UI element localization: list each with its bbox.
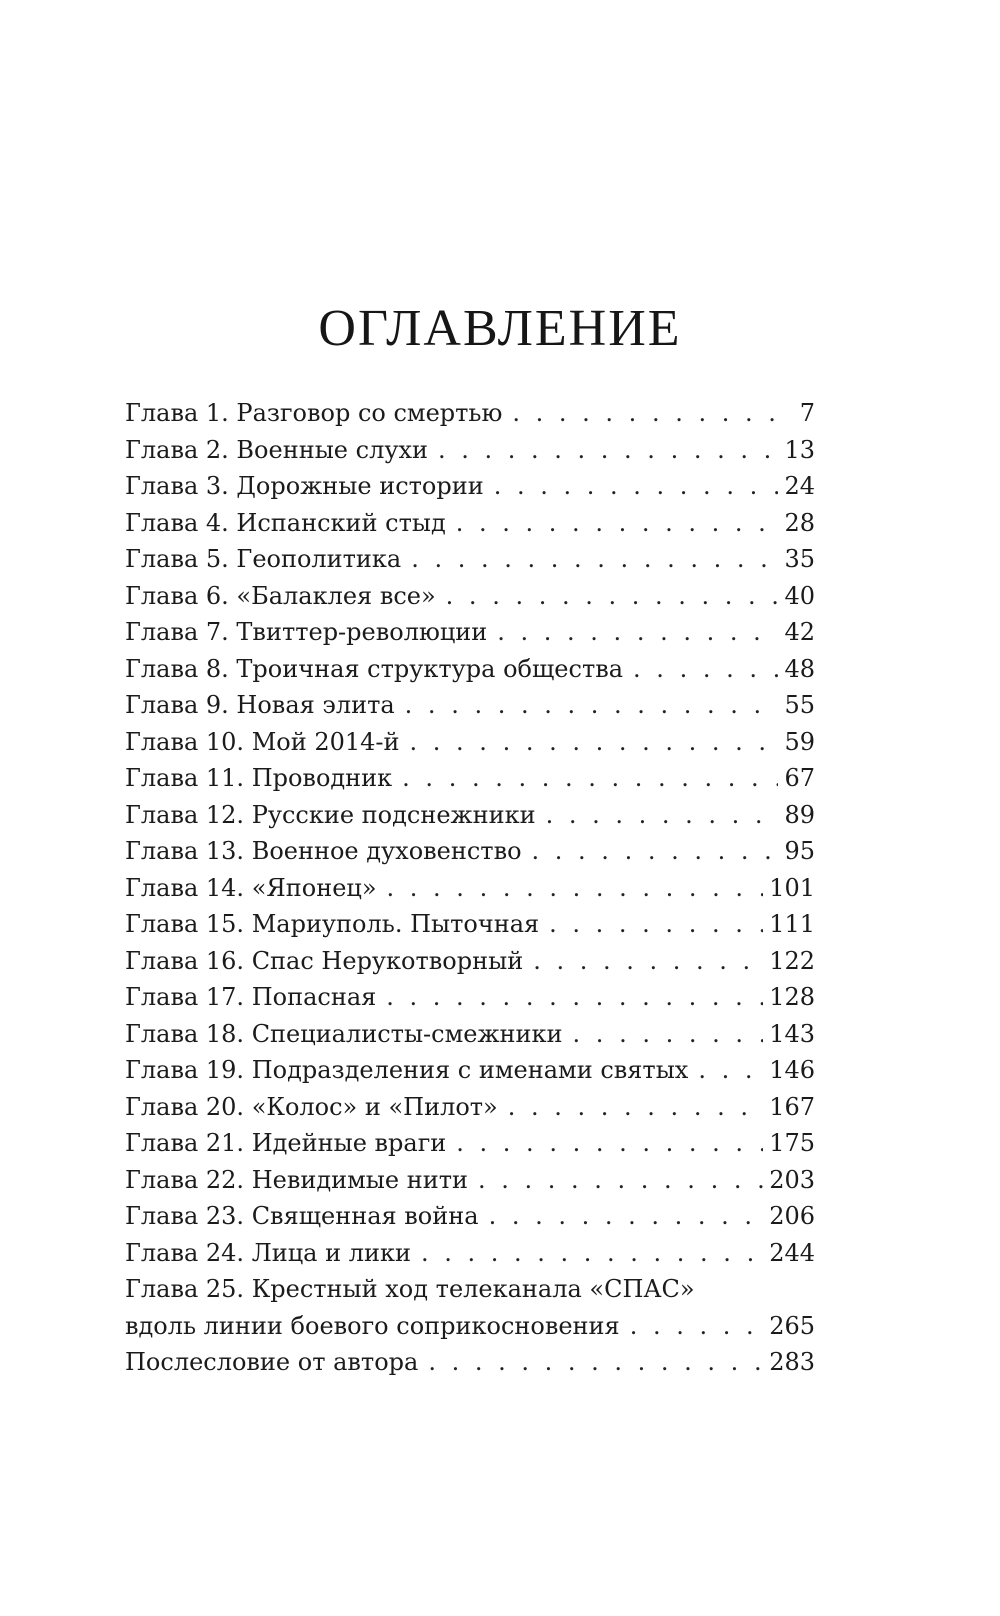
toc-entry-label: Глава 24. Лица и лики bbox=[125, 1238, 411, 1267]
toc-entry-8[interactable] bbox=[125, 651, 815, 688]
toc-entry-label: Глава 18. Специалисты-смежники bbox=[125, 1019, 563, 1048]
toc-entry-label: Глава 11. Проводник bbox=[125, 764, 393, 792]
toc-page-number: 7 bbox=[799, 399, 815, 427]
toc-page-number: 101 bbox=[769, 873, 815, 902]
toc-entry-11[interactable] bbox=[125, 760, 815, 797]
dot-leader bbox=[497, 614, 778, 651]
dot-leader bbox=[478, 1162, 763, 1199]
toc-page-number: 111 bbox=[769, 910, 815, 938]
toc-page-number: 24 bbox=[784, 472, 815, 500]
toc-entry-label: Глава 25. Крестный ход телеканала «СПАС» bbox=[125, 1275, 695, 1303]
toc-entry-16[interactable] bbox=[125, 943, 815, 980]
dot-leader bbox=[411, 541, 778, 578]
dot-leader bbox=[532, 833, 779, 870]
toc-entry-17[interactable] bbox=[125, 979, 815, 1016]
toc-entry-label: Глава 17. Попасная bbox=[125, 983, 377, 1011]
toc-entry-10[interactable] bbox=[125, 724, 815, 761]
toc-entry-label: Глава 8. Троичная структура общества bbox=[125, 654, 624, 683]
toc-entry-4[interactable] bbox=[125, 505, 815, 542]
toc-page-number: 89 bbox=[784, 800, 815, 829]
toc-entry-label: Глава 5. Геополитика bbox=[125, 545, 402, 573]
toc-entry-24[interactable] bbox=[125, 1235, 815, 1272]
dot-leader bbox=[438, 432, 778, 469]
toc-entry-19[interactable] bbox=[125, 1052, 815, 1089]
dot-leader bbox=[630, 1308, 764, 1345]
toc-entry-6[interactable] bbox=[125, 578, 815, 615]
toc-entry-9[interactable] bbox=[125, 687, 815, 724]
toc-page-number: 95 bbox=[784, 837, 815, 865]
dot-leader bbox=[421, 1235, 763, 1272]
toc-entry-label: Глава 22. Невидимые нити bbox=[125, 1165, 468, 1194]
toc-entry-7[interactable] bbox=[125, 614, 815, 651]
toc-page-number: 244 bbox=[769, 1238, 815, 1267]
dot-leader bbox=[386, 979, 763, 1016]
toc-entry-21[interactable] bbox=[125, 1125, 815, 1162]
dot-leader bbox=[402, 760, 778, 797]
toc-page-number: 283 bbox=[769, 1348, 815, 1376]
toc-page-number: 265 bbox=[769, 1311, 815, 1340]
dot-leader bbox=[494, 468, 779, 505]
toc-entry-1[interactable] bbox=[125, 395, 815, 432]
toc-entry-label-continued: вдоль линии боевого соприкосновения bbox=[125, 1311, 620, 1340]
dot-leader bbox=[633, 651, 778, 688]
toc-entry-label: Глава 23. Священная война bbox=[125, 1202, 479, 1230]
toc-page-number: 203 bbox=[769, 1165, 815, 1194]
toc-entry-label: Глава 2. Военные слухи bbox=[125, 435, 428, 464]
toc-entry-22[interactable] bbox=[125, 1162, 815, 1199]
toc-entry-label: Глава 10. Мой 2014-й bbox=[125, 727, 400, 756]
toc-entry-15[interactable] bbox=[125, 906, 815, 943]
dot-leader bbox=[456, 1125, 763, 1162]
toc-entry-label: Глава 15. Мариуполь. Пыточная bbox=[125, 910, 540, 938]
toc-page-number: 206 bbox=[769, 1202, 815, 1230]
toc-page-number: 167 bbox=[769, 1092, 815, 1121]
toc-entry-13[interactable] bbox=[125, 833, 815, 870]
dot-leader bbox=[410, 724, 779, 761]
toc-entry-label: Глава 9. Новая элита bbox=[125, 691, 395, 719]
dot-leader bbox=[489, 1198, 764, 1235]
toc-page-number: 175 bbox=[769, 1129, 815, 1157]
toc-page-number: 13 bbox=[784, 435, 815, 464]
toc-entry-label: Глава 14. «Японец» bbox=[125, 873, 377, 902]
dot-leader bbox=[573, 1016, 764, 1053]
dot-leader bbox=[456, 505, 779, 542]
dot-leader bbox=[512, 395, 785, 432]
toc-page-number: 40 bbox=[784, 581, 815, 610]
toc-entry-12[interactable] bbox=[125, 797, 815, 834]
page-title: ОГЛАВЛЕНИЕ bbox=[318, 299, 682, 357]
toc-entry-25-line-2[interactable] bbox=[125, 1308, 815, 1345]
toc-entry-25-line-1[interactable] bbox=[125, 1271, 815, 1308]
toc-entry-label: Глава 16. Спас Нерукотворный bbox=[125, 946, 524, 975]
dot-leader bbox=[428, 1344, 763, 1381]
toc-page-number: 35 bbox=[784, 545, 815, 573]
toc-page-number: 48 bbox=[784, 654, 815, 683]
toc-page-number: 146 bbox=[769, 1056, 815, 1084]
toc-entry-5[interactable] bbox=[125, 541, 815, 578]
toc-entry-afterword[interactable] bbox=[125, 1344, 815, 1381]
toc-page-number: 122 bbox=[769, 946, 815, 975]
dot-leader bbox=[533, 943, 763, 980]
toc-page-number: 59 bbox=[784, 727, 815, 756]
toc-entry-label: Глава 20. «Колос» и «Пилот» bbox=[125, 1092, 498, 1121]
toc-entry-label: Глава 21. Идейные враги bbox=[125, 1129, 447, 1157]
toc-entry-label: Глава 19. Подразделения с именами святых bbox=[125, 1056, 689, 1084]
dot-leader bbox=[446, 578, 779, 615]
toc-page-number: 55 bbox=[784, 691, 815, 719]
toc-entry-2[interactable] bbox=[125, 432, 815, 469]
toc-entry-label: Глава 13. Военное духовенство bbox=[125, 837, 522, 865]
toc-entry-label: Глава 4. Испанский стыд bbox=[125, 508, 446, 537]
dot-leader bbox=[405, 687, 779, 724]
toc-entry-label: Глава 6. «Балаклея все» bbox=[125, 581, 436, 610]
dot-leader bbox=[549, 906, 763, 943]
toc-entry-label: Глава 7. Твиттер-революции bbox=[125, 618, 488, 646]
toc-page-number: 67 bbox=[784, 764, 815, 792]
toc-entry-18[interactable] bbox=[125, 1016, 815, 1053]
toc-entry-14[interactable] bbox=[125, 870, 815, 907]
table-of-contents bbox=[125, 395, 815, 1381]
dot-leader bbox=[546, 797, 779, 834]
toc-page-number: 28 bbox=[784, 508, 815, 537]
toc-page-number: 42 bbox=[784, 618, 815, 646]
toc-entry-label: Глава 3. Дорожные истории bbox=[125, 472, 484, 500]
toc-page-number: 143 bbox=[769, 1019, 815, 1048]
dot-leader bbox=[387, 870, 764, 907]
toc-page-number: 128 bbox=[769, 983, 815, 1011]
toc-entry-23[interactable] bbox=[125, 1198, 815, 1235]
toc-entry-label: Глава 1. Разговор со смертью bbox=[125, 399, 503, 427]
toc-entry-label: Глава 12. Русские подснежники bbox=[125, 800, 536, 829]
toc-entry-20[interactable] bbox=[125, 1089, 815, 1126]
toc-entry-label: Послесловие от автора bbox=[125, 1348, 419, 1376]
toc-entry-3[interactable] bbox=[125, 468, 815, 505]
dot-leader bbox=[508, 1089, 763, 1126]
dot-leader bbox=[698, 1052, 763, 1089]
